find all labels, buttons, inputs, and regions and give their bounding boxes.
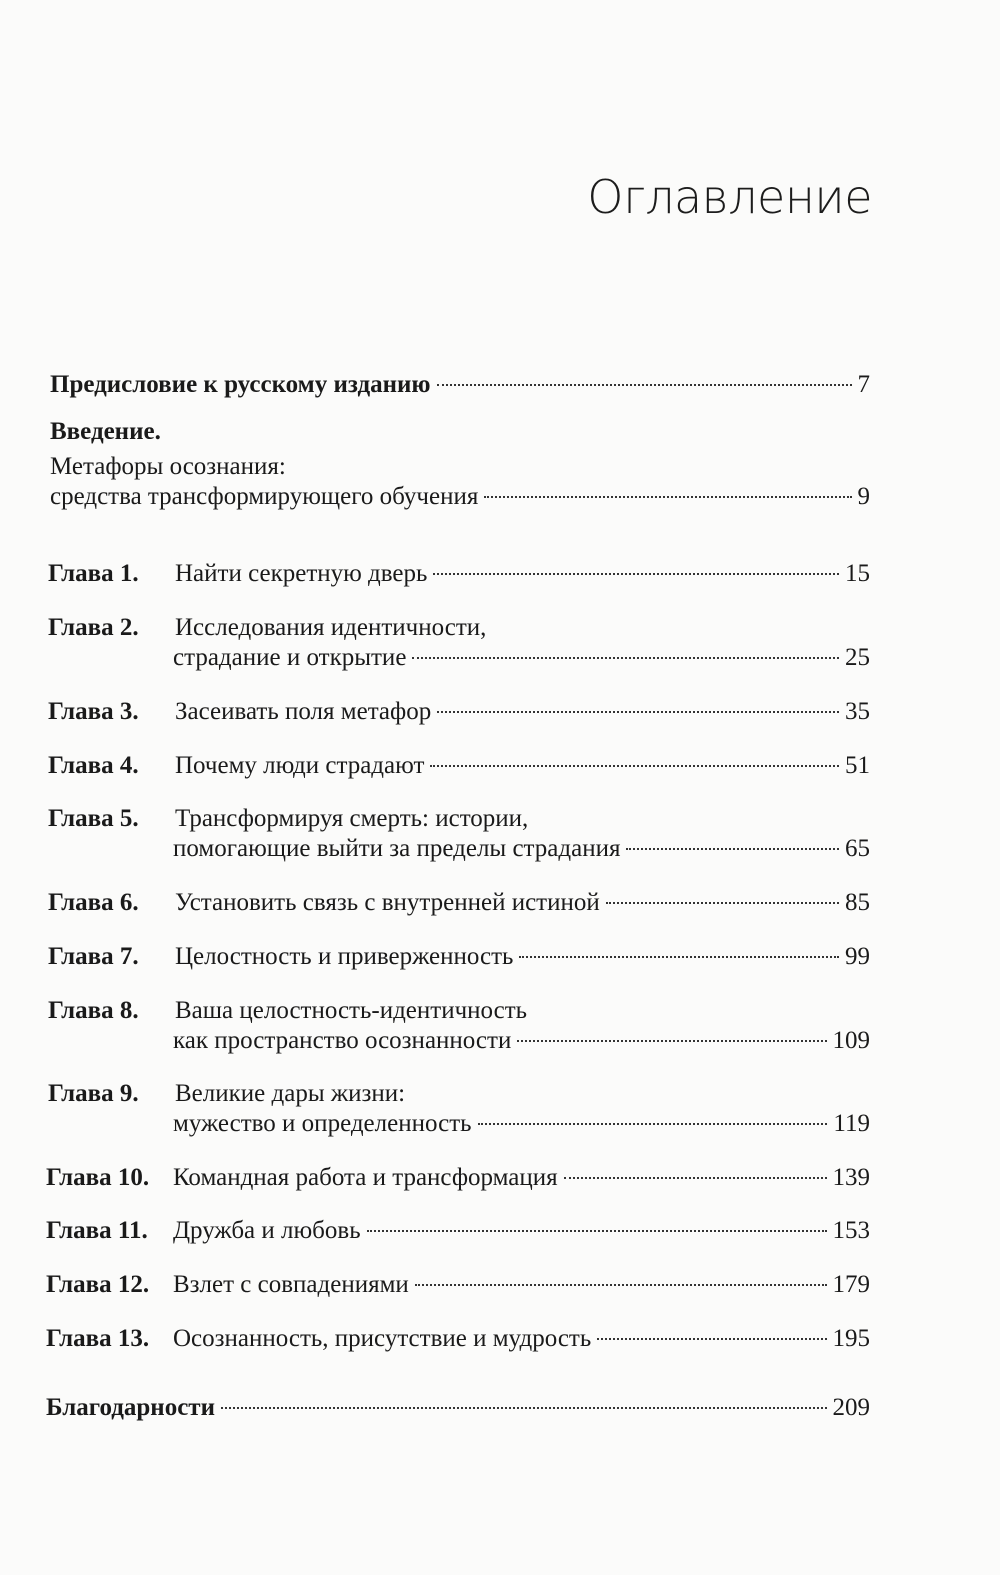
toc-entry-text: Осознанность, присутствие и мудрость	[173, 1325, 592, 1352]
toc-page-number: 139	[832, 1164, 870, 1191]
chapter-label: Глава 5.	[48, 805, 139, 832]
toc-entry-preface[interactable]	[50, 370, 870, 400]
chapter-label: Глава 7.	[48, 943, 139, 970]
chapter-label: Глава 1.	[48, 560, 139, 587]
toc-entry-text: мужество и определенность	[173, 1110, 472, 1137]
toc-page-number: 119	[833, 1110, 870, 1137]
dot-leader	[478, 1123, 828, 1125]
chapter-label: Глава 11.	[46, 1217, 148, 1244]
toc-entry-chapter-13[interactable]	[46, 1324, 870, 1354]
dot-leader	[517, 1040, 826, 1042]
toc-entry-text: помогающие выйти за пределы страдания	[173, 835, 621, 862]
chapter-label: Глава 9.	[48, 1080, 139, 1107]
toc-page-number: 15	[845, 560, 870, 587]
toc-entry-chapter-4[interactable]	[48, 751, 870, 781]
toc-page-number: 209	[832, 1394, 870, 1421]
dot-leader	[519, 956, 839, 958]
chapter-label: Глава 3.	[48, 698, 139, 725]
toc-entry-chapter-5-line1[interactable]	[48, 804, 870, 834]
toc-entry-text: Дружба и любовь	[173, 1217, 361, 1244]
dot-leader	[367, 1230, 827, 1232]
dot-leader	[221, 1407, 827, 1409]
dot-leader	[626, 848, 839, 850]
toc-page-number: 7	[857, 371, 870, 398]
page-title: Оглавление	[587, 170, 872, 224]
chapter-label: Глава 4.	[48, 752, 139, 779]
toc-entry-chapter-6[interactable]	[48, 888, 870, 918]
toc-entry-text: Исследования идентичности,	[175, 614, 487, 641]
toc-page-number: 35	[845, 698, 870, 725]
toc-entry-text: страдание и открытие	[173, 644, 407, 671]
dot-leader	[437, 384, 852, 386]
toc-page-number: 99	[845, 943, 870, 970]
toc-entry-text: Командная работа и трансформация	[173, 1164, 558, 1191]
dot-leader	[433, 573, 839, 575]
dot-leader	[412, 657, 839, 659]
toc-entry-intro[interactable]	[50, 482, 870, 512]
dot-leader	[430, 765, 839, 767]
toc-entry-text: Великие дары жизни:	[175, 1080, 406, 1107]
chapter-label: Глава 13.	[46, 1325, 150, 1352]
toc-entry-text: Предисловие к русскому изданию	[50, 371, 431, 398]
chapter-label: Глава 2.	[48, 614, 139, 641]
toc-page-number: 179	[832, 1271, 870, 1298]
toc-entry-text: Засеивать поля метафор	[175, 698, 432, 725]
toc-entry-text: Найти секретную дверь	[175, 560, 428, 587]
toc-page-number: 51	[845, 752, 870, 779]
dot-leader	[597, 1338, 826, 1340]
toc-entry-chapter-2-line2[interactable]	[173, 643, 870, 673]
toc-entry-text: Трансформируя смерть: истории,	[175, 805, 529, 832]
toc-entry-chapter-5-line2[interactable]	[173, 834, 870, 864]
chapter-label: Глава 8.	[48, 997, 139, 1024]
toc-entry-acknowledgments[interactable]	[46, 1393, 870, 1423]
toc-entry-chapter-10[interactable]	[46, 1163, 870, 1193]
dot-leader	[564, 1177, 827, 1179]
dot-leader	[415, 1284, 827, 1286]
dot-leader	[484, 496, 851, 498]
toc-page-number: 9	[857, 483, 870, 510]
toc-entry-chapter-8-line1[interactable]	[48, 996, 870, 1026]
toc-page-number: 195	[832, 1325, 870, 1352]
toc-entry-text: Благодарности	[46, 1394, 215, 1421]
toc-entry-chapter-3[interactable]	[48, 697, 870, 727]
toc-entry-chapter-11[interactable]	[46, 1216, 870, 1246]
toc-entry-chapter-7[interactable]	[48, 942, 870, 972]
dot-leader	[437, 711, 839, 713]
chapter-label: Глава 10.	[46, 1164, 150, 1191]
toc-page-number: 109	[832, 1027, 870, 1054]
toc-entry-text: Взлет с совпадениями	[173, 1271, 409, 1298]
toc-entry-text: Ваша целостность-идентичность	[175, 997, 528, 1024]
toc-entry-text: Почему люди страдают	[175, 752, 425, 779]
chapter-label: Глава 12.	[46, 1271, 150, 1298]
toc-entry-chapter-9-line2[interactable]	[173, 1109, 870, 1139]
dot-leader	[606, 902, 839, 904]
toc-entry-text: Установить связь с внутренней истиной	[175, 889, 600, 916]
toc-entry-chapter-2-line1[interactable]	[48, 613, 870, 643]
toc-entry-chapter-9-line1[interactable]	[48, 1079, 870, 1109]
toc-entry-chapter-8-line2[interactable]	[173, 1026, 870, 1056]
toc-page-number: 65	[845, 835, 870, 862]
toc-entry-text: средства трансформирующего обучения	[50, 483, 479, 510]
toc-entry-text: как пространство осознанности	[173, 1027, 512, 1054]
toc-entry-text: Целостность и приверженность	[175, 943, 514, 970]
toc-page-number: 153	[832, 1217, 870, 1244]
toc-page-number: 25	[845, 644, 870, 671]
toc-intro-line1: Метафоры осознания:	[50, 453, 286, 480]
chapter-label: Глава 6.	[48, 889, 139, 916]
toc-intro-label: Введение.	[50, 418, 161, 445]
toc-entry-chapter-1[interactable]	[48, 559, 870, 589]
toc-page-number: 85	[845, 889, 870, 916]
toc-entry-chapter-12[interactable]	[46, 1270, 870, 1300]
